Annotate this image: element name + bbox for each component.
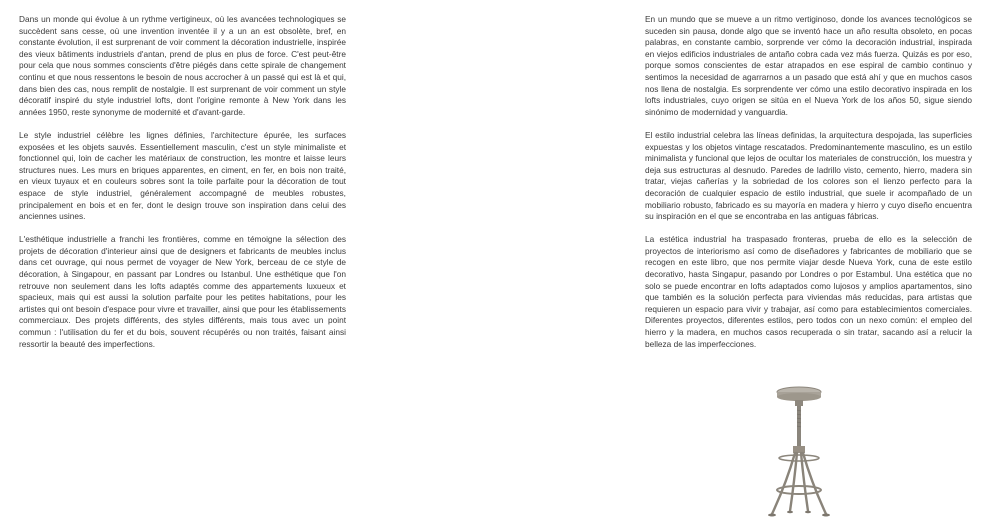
french-paragraph-1: Dans un monde qui évolue à un rythme vertigineux, où les avancées technologiques se succèdent sans cesse, où une invention inventée il y a un an est obsolète, bref, en constante évolution, il est surprenant de voir comment la décoration industrielle, inspirée des vieux bâtiments industriels d'antan, prend de plus en plus de force. C'est peut-être pour cela que nous sommes conscients d'être piégés dans cette spirale de changement continu et que nous ressentons le besoin de nous accrocher à un passé qui est là et qui, dans bien des cas, nous remplit de nostalgie. Il est surprenant de voir comment un style décoratif inspiré du style industriel lofts, dont l'origine remonte à New York dans les années 1950, reste synonyme de modernité et d'avant-garde. xyxy=(19,14,346,117)
spanish-paragraph-1: En un mundo que se mueve a un ritmo vertiginoso, donde los avances tecnológicos se suceden sin pausa, donde algo que se inventó hace un año resulta obsoleto, en pocas palabras, en constante cambio, sorprende ver cómo la decoración industrial, inspirada en viejos edificios industriales de antaño cobra cada vez más fuerza. Quizás es por eso, porque somos conscientes de estar atrapados en ese espiral de cambio continuo y sentimos la necesidad de agarrarnos a un pasado que está ahí y que en muchos casos nos llena de nostalgia. Es sorprendente ver cómo una estilo decorativo inspirada en los lofts industriales, cuyo origen se sitúa en el Nueva York de los años 50, sigue siendo sinónimo de modernidad y vanguardia. xyxy=(645,14,972,117)
industrial-stool-image xyxy=(764,384,834,518)
french-text-column xyxy=(19,14,346,362)
spanish-paragraph-2: El estilo industrial celebra las líneas definidas, la arquitectura despojada, las superficies expuestas y los objetos vintage rescatados. Predominantemente masculino, es un estilo minimalista y funcional que lejos de ocultar los materiales de construcción, los muestra y deja sus estructuras al desnudo. Paredes de ladrillo visto, cemento, hierro, madera sin tratar, viejas cañerías y la sobriedad de los colores son el lienzo perfecto para la decoración de cualquier espacio de estilo industrial, que suele ir acompañado de un mobiliario robusto, fabricado es su mayoría en madera y hierro y cuyo diseño encuentra su inspiración en el que se encontraba en las antiguas fábricas. xyxy=(645,129,972,222)
french-paragraph-3: L'esthétique industrielle a franchi les frontières, comme en témoigne la sélection des projets de décoration d'interieur ainsi que de designers et fabricants de meubles inclus dans cet ouvrage, qui nous permet de voyager de New York, berceau de ce style de décoration, à Singapour, en passant par Londres ou Istanbul. Une esthétique que l'on retrouve non seulement dans les lofts adaptés comme des appartements luxueux et spacieux, mais qui est aussi la solution parfaite pour les petites habitations, pour les artistes qui ont besoin d'espace pour vivre et travailler, ainsi que pour les établissements commerciaux. Des projets différents, des styles différents, mais tous avec un point commun : l'utilisation du fer et du bois, souvent récupérés ou non traités, faisant ainsi ressortir la beauté des imperfections. xyxy=(19,234,346,349)
french-paragraph-2: Le style industriel célèbre les lignes définies, l'architecture épurée, les surfaces exposées et les objets sauvés. Essentiellement masculin, c'est un style minimaliste et fonctionnel qui, loin de cacher les matériaux de construction, les montre et laisse leurs structures nues. Les murs en briques apparentes, en ciment, en fer, en bois non traité, en vieux tuyaux et en couleurs sobres sont la toile parfaite pour la décoration de tout espace de style industriel, généralement accompagné de meubles robustes, principalement en bois et en fer, dont le design trouve son inspiration dans celui des anciennes usines. xyxy=(19,129,346,222)
spanish-paragraph-3: La estética industrial ha traspasado fronteras, prueba de ello es la selección de proyectos de interiorismo así como de diseñadores y fabricantes de mobiliario que se recogen en este libro, que nos permite viajar desde Nueva York, cuna de este estilo decorativo, hasta Singapur, pasando por Londres o por Estambul. Una estética que no solo se puede encontrar en lofts adaptados como lujosos y amplios apartamentos, sino que también es la solución perfecta para viviendas más reducidas, para artistas que requieren un espacio para vivir y trabajar, así como para establecimientos comerciales. Diferentes proyectos, diferentes estilos, pero todos con un nexo común: el empleo del hierro y la madera, en muchos casos recuperada o sin tratar, sacando así a relucir la belleza de las imperfecciones. xyxy=(645,234,972,349)
spanish-text-column xyxy=(645,14,972,362)
